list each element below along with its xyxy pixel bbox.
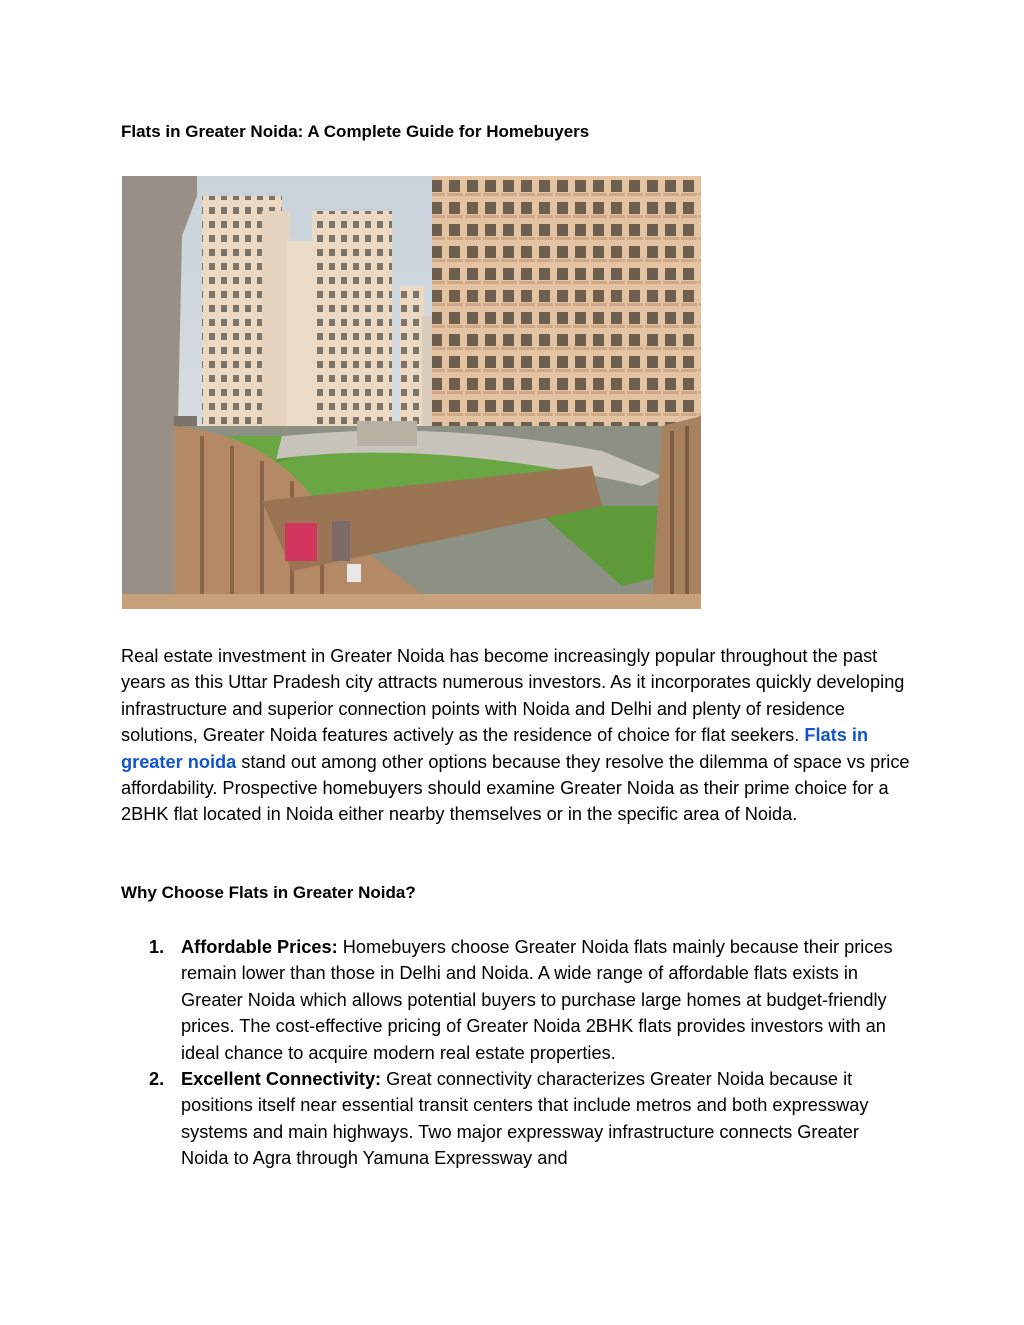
reasons-list xyxy=(121,934,911,1172)
intro-paragraph xyxy=(121,643,911,828)
page-title: Flats in Greater Noida: A Complete Guide for Homebuyers xyxy=(121,122,590,141)
list-item xyxy=(121,1066,911,1172)
list-item-lead: Excellent Connectivity: xyxy=(181,1069,382,1090)
section-heading: Why Choose Flats in Greater Noida? xyxy=(121,883,416,902)
list-item-number: 2. xyxy=(149,1069,165,1090)
intro-text-after-link: stand out among other options because they resolve the dilemma of space vs price affordability. Prospective homebuyers should examine Greater Noida as their prime choice for a 2BHK flat located in Noida either nearby themselves or in the specific area of Noida. xyxy=(121,751,910,825)
flats-in-greater-noida-link[interactable]: Flats in greater noida xyxy=(121,725,869,772)
list-item xyxy=(121,934,911,1066)
intro-text-before-link: Real estate investment in Greater Noida has become increasingly popular throughout the past years as this Uttar Pradesh city attracts numerous investors. As it incorporates quickly developing infrastructure and superior connection points with Noida and Delhi and plenty of residence solutions, Greater Noida features actively as the residence of choice for flat seekers. xyxy=(121,646,905,746)
list-item-text: Great connectivity characterizes Greater Noida because it positions itself near essential transit centers that include metros and both expressway systems and main highways. Two major expressway infrastructure connects Greater Noida to Agra through Yamuna Expressway and xyxy=(181,1069,869,1169)
list-item-number: 1. xyxy=(149,937,165,957)
apartment-complex-photo xyxy=(122,176,701,609)
list-item-lead: Affordable Prices: xyxy=(181,937,338,957)
list-item-text: Homebuyers choose Greater Noida flats mainly because their prices remain lower than those in Delhi and Noida. A wide range of affordable flats exists in Greater Noida which allows potential buyers to purchase large homes at budget-friendly prices. The cost-effective pricing of Greater Noida 2BHK flats provides investors with an ideal chance to acquire modern real estate properties. xyxy=(181,937,893,1063)
